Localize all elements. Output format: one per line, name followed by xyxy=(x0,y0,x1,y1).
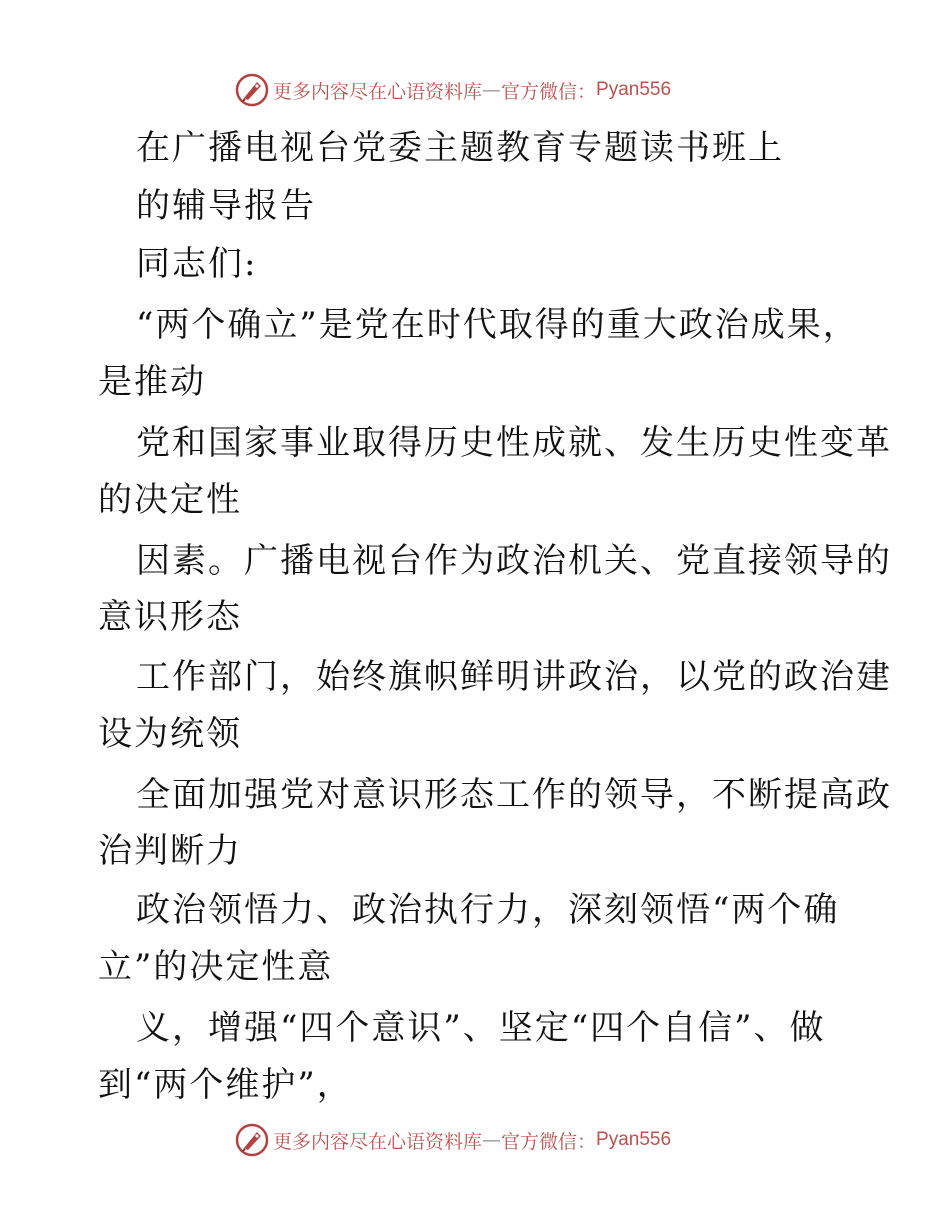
paragraph-line: 的决定性 xyxy=(98,480,242,520)
paragraph-line: 工作部门，始终旗帜鲜明讲政治，以党的政治建 xyxy=(136,657,892,697)
watermark-separator: — xyxy=(482,79,502,101)
watermark-contact-label: 官方微信： xyxy=(501,80,597,103)
watermark-main-text: 更多内容尽在心语资料库 xyxy=(273,80,483,103)
watermark-separator: — xyxy=(482,1129,502,1151)
paragraph-line: 到“两个维护”， xyxy=(98,1065,353,1105)
watermark-contact-label: 官方微信： xyxy=(501,1130,597,1153)
paragraph-line: 意识形态 xyxy=(98,597,242,637)
header-watermark xyxy=(235,71,671,109)
document-title-line-1: 在广播电视台党委主题教育专题读书班上 xyxy=(136,128,784,168)
pen-nib-logo-icon xyxy=(235,73,269,107)
paragraph-line: 是推动 xyxy=(98,362,206,402)
paragraph-line: 设为统领 xyxy=(98,714,242,754)
watermark-contact-id: Pyan556 xyxy=(596,79,672,100)
document-title-line-2: 的辅导报告 xyxy=(136,186,316,226)
paragraph-line: 治判断力 xyxy=(98,831,242,871)
paragraph-line: 因素。广播电视台作为政治机关、党直接领导的 xyxy=(136,541,892,581)
paragraph-line: 义，增强“四个意识”、坚定“四个自信”、做 xyxy=(136,1008,826,1048)
footer-watermark xyxy=(235,1121,671,1159)
paragraph-line: “两个确立”是党在时代取得的重大政治成果， xyxy=(136,305,859,345)
watermark-main-text: 更多内容尽在心语资料库 xyxy=(273,1130,483,1153)
paragraph-line: 全面加强党对意识形态工作的领导，不断提高政 xyxy=(136,775,892,815)
paragraph-line: 政治领悟力、政治执行力，深刻领悟“两个确 xyxy=(136,890,840,930)
pen-nib-logo-icon xyxy=(235,1123,269,1157)
paragraph-line: 党和国家事业取得历史性成就、发生历史性变革 xyxy=(136,423,892,463)
watermark-contact-id: Pyan556 xyxy=(596,1129,672,1150)
paragraph-line: 立”的决定性意 xyxy=(98,947,334,987)
salutation: 同志们: xyxy=(136,244,258,284)
